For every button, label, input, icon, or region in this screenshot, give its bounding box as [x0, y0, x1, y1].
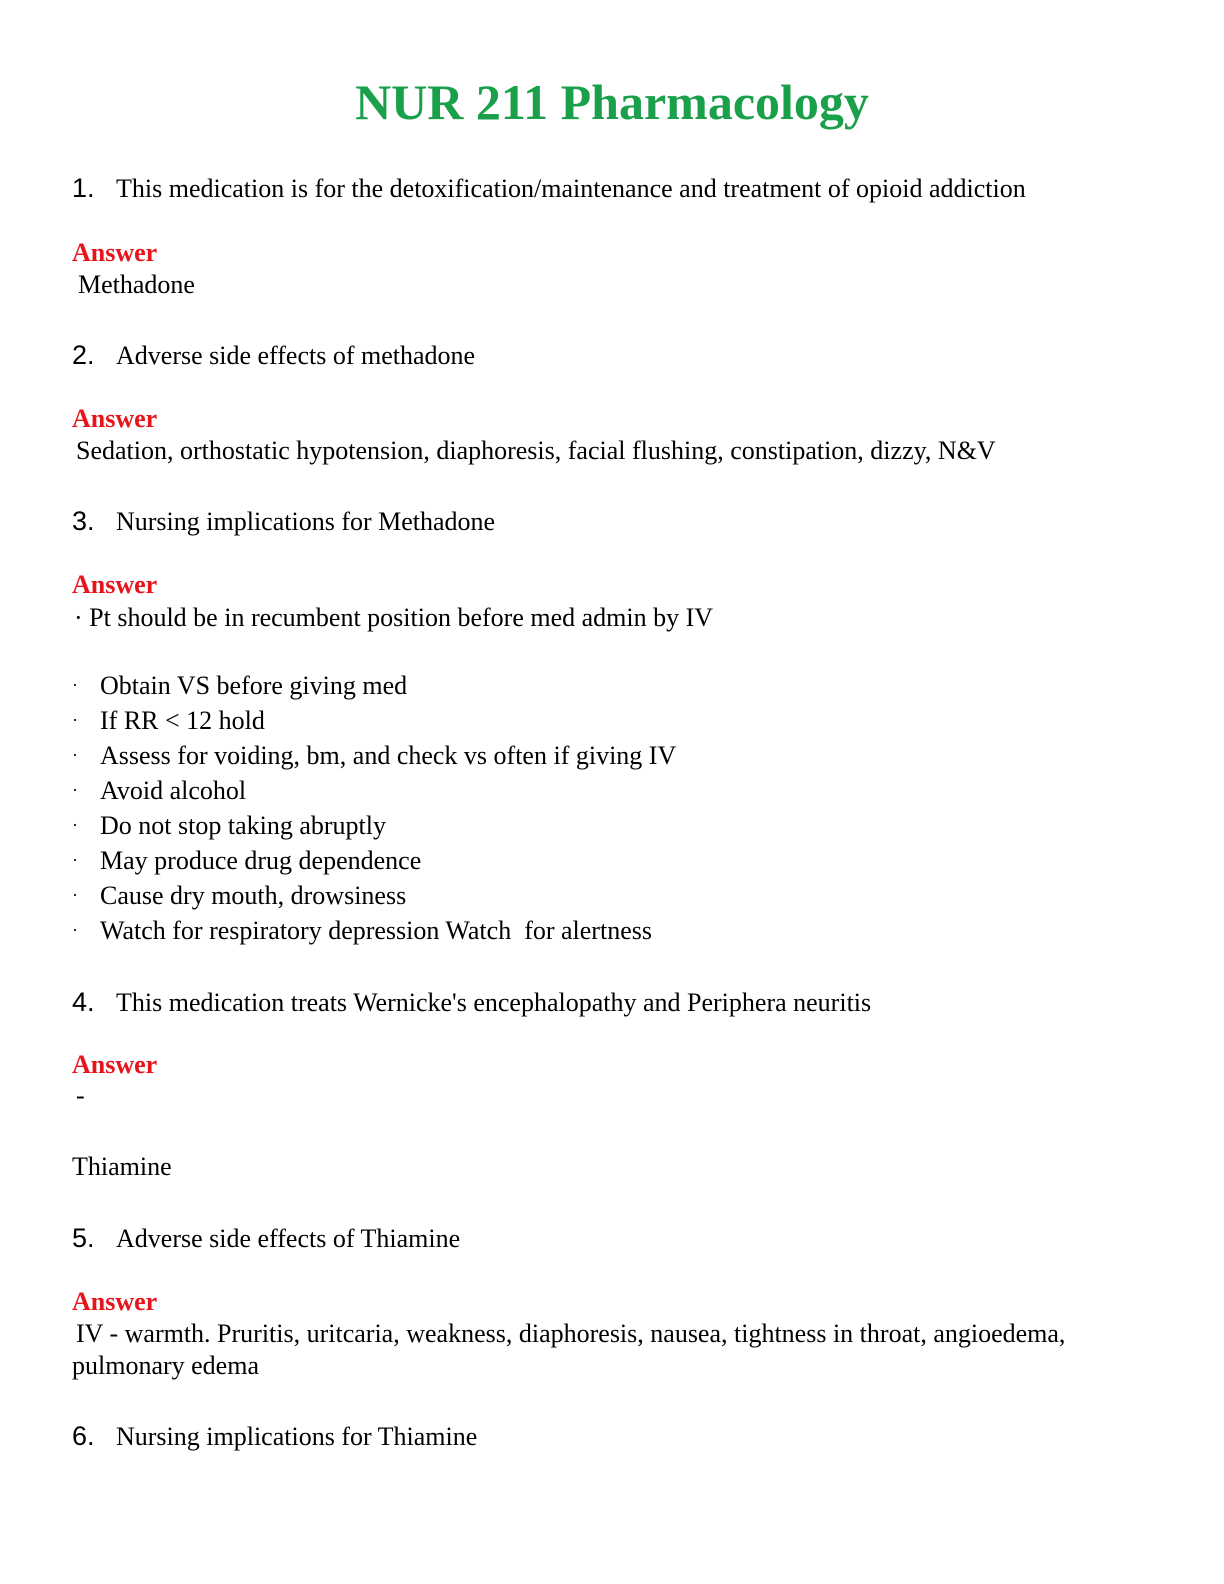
answer-text: Thiamine — [72, 1152, 172, 1181]
bullet-icon: · — [72, 675, 78, 695]
list-item — [72, 809, 386, 842]
answer-text: Methadone — [78, 270, 195, 299]
list-item-text: Avoid alcohol — [100, 776, 247, 805]
answer-label: Answer — [72, 238, 158, 267]
bullet-icon: · — [72, 850, 78, 870]
bullet-icon: · — [72, 920, 78, 940]
list-item — [72, 669, 407, 702]
question-2 — [72, 339, 475, 372]
list-item — [72, 704, 265, 737]
question-text: Nursing implications for Thiamine — [116, 1422, 478, 1451]
question-number: 5. — [72, 1223, 95, 1253]
bullet-icon: · — [72, 710, 78, 730]
answer-label: Answer — [72, 1287, 158, 1316]
answer-text: Sedation, orthostatic hypotension, diaphoresis, facial flushing, constipation, dizzy, N&V — [76, 436, 996, 465]
list-item — [72, 914, 652, 947]
bullet-icon: · — [72, 780, 78, 800]
bullet-icon: · — [72, 815, 78, 835]
list-item-text: Assess for voiding, bm, and check vs often if giving IV — [100, 741, 677, 770]
list-item — [72, 774, 246, 807]
answer-label: Answer — [72, 404, 158, 433]
answer-text: pulmonary edema — [72, 1351, 259, 1380]
list-item-text: If RR < 12 hold — [100, 706, 265, 735]
list-item-text: Watch for respiratory depression Watch for alertness — [100, 916, 652, 945]
question-text: Adverse side effects of Thiamine — [116, 1224, 461, 1253]
question-3 — [72, 505, 495, 538]
list-item — [72, 879, 406, 912]
list-item — [72, 739, 676, 772]
list-item-text: Obtain VS before giving med — [100, 671, 408, 700]
question-text: This medication is for the detoxification/maintenance and treatment of opioid addiction — [116, 174, 1026, 203]
question-text: Adverse side effects of methadone — [116, 341, 476, 370]
list-item-text: Do not stop taking abruptly — [100, 811, 386, 840]
answer-label: Answer — [72, 1050, 158, 1079]
page-title: NUR 211 Pharmacology — [355, 74, 869, 130]
question-6 — [72, 1420, 477, 1453]
bullet-icon: · — [72, 745, 78, 765]
list-item-text: Cause dry mouth, drowsiness — [100, 881, 407, 910]
list-item-text: May produce drug dependence — [100, 846, 422, 875]
question-text: Nursing implications for Methadone — [116, 507, 496, 536]
question-number: 2. — [72, 340, 95, 370]
question-number: 6. — [72, 1421, 95, 1451]
answer-label: Answer — [72, 570, 158, 599]
question-text: This medication treats Wernicke's encephalopathy and Periphera neuritis — [116, 988, 872, 1017]
question-number: 1. — [72, 173, 95, 203]
answer-text: · Pt should be in recumbent position before med admin by IV — [74, 603, 714, 632]
question-5 — [72, 1222, 460, 1255]
answer-text: IV - warmth. Pruritis, uritcaria, weakness, diaphoresis, nausea, tightness in throat, angioedema, — [76, 1319, 1066, 1348]
question-4 — [72, 986, 871, 1019]
question-number: 4. — [72, 987, 95, 1017]
answer-text: - — [76, 1081, 85, 1110]
list-item — [72, 844, 421, 877]
question-number: 3. — [72, 506, 95, 536]
question-1 — [72, 172, 1026, 205]
bullet-icon: · — [72, 885, 78, 905]
